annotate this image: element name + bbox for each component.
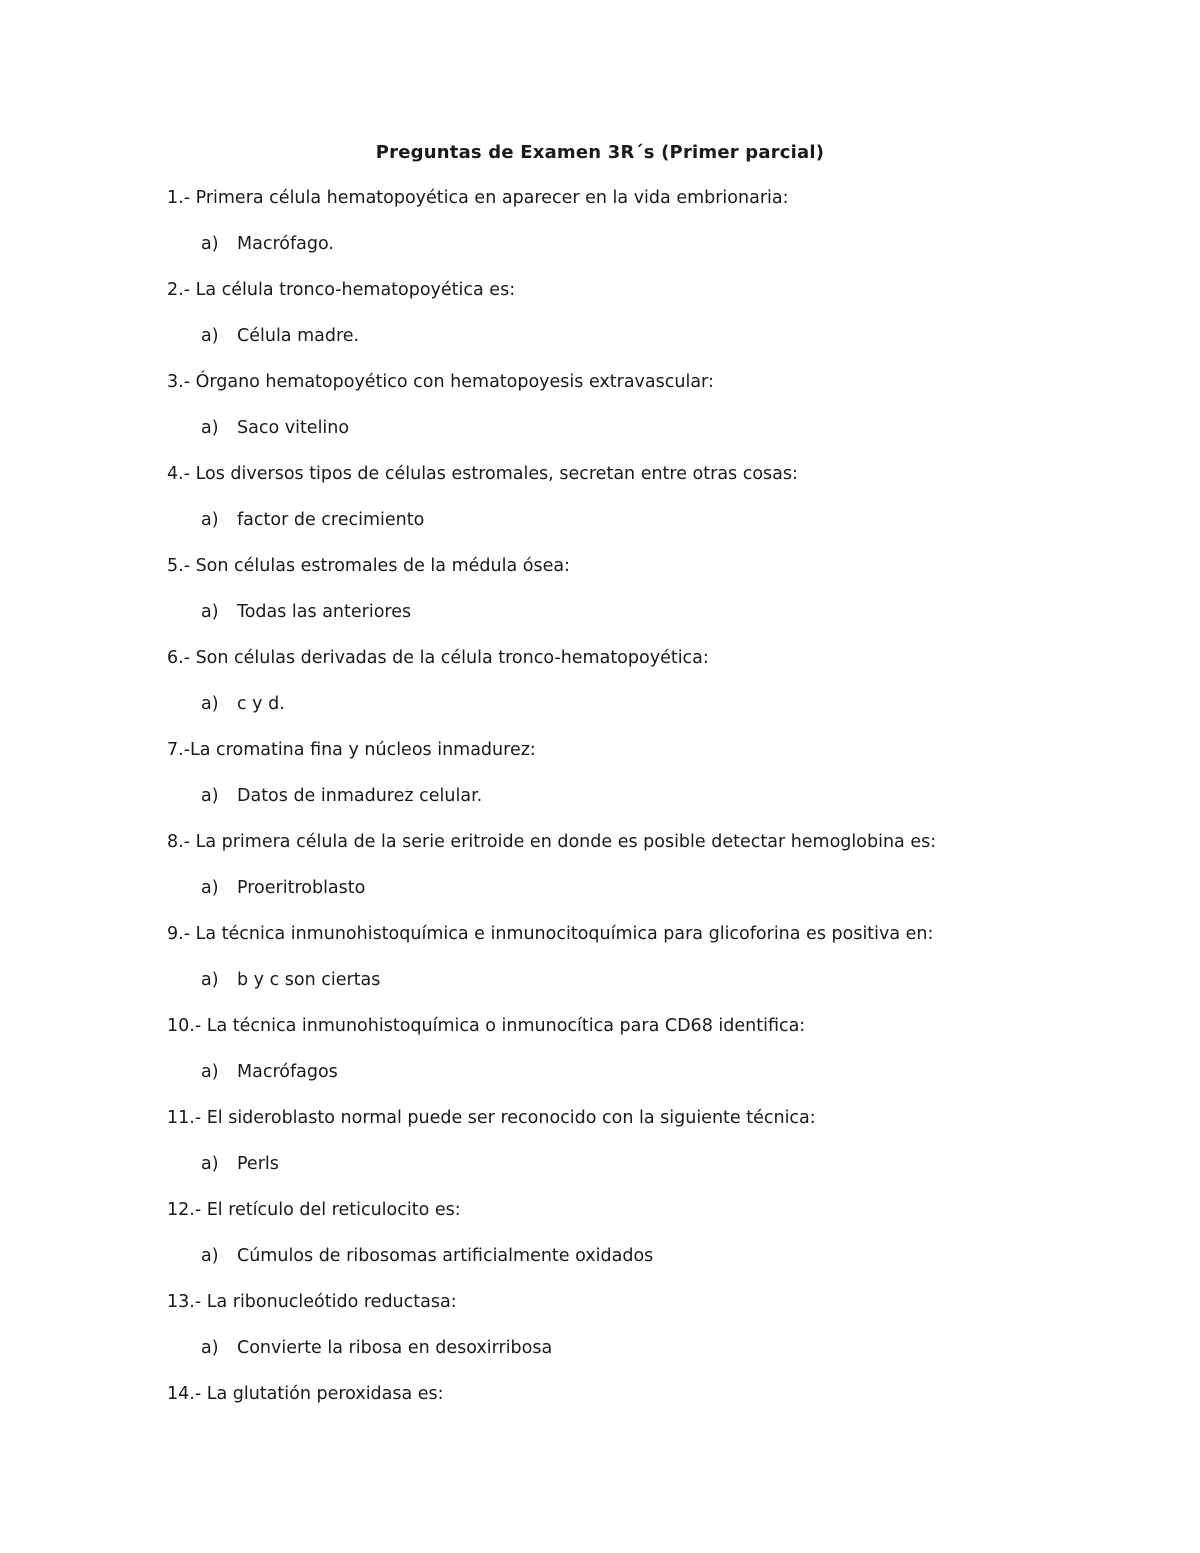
question-text [167,371,714,393]
answer-letter: a) [201,418,219,438]
question-item [167,647,1127,739]
answer-option [201,1153,279,1175]
answer-option [201,1061,338,1083]
question-item [167,555,1127,647]
answer-option [201,325,359,347]
answer-text: factor de crecimiento [237,510,425,530]
question-item [167,1199,1127,1291]
question-number: 11.- [167,1108,202,1128]
question-number: 1.- [167,188,191,208]
question-body: La célula tronco-hematopoyética es: [190,280,516,300]
answer-letter: a) [201,602,219,622]
question-text [167,187,789,209]
question-number: 5.- [167,556,191,576]
answer-option [201,693,285,715]
question-text [167,1107,816,1129]
answer-letter: a) [201,694,219,714]
question-text [167,279,515,301]
answer-letter: a) [201,1154,219,1174]
question-item [167,279,1127,371]
question-item [167,739,1127,831]
question-text [167,1015,805,1037]
question-body: Los diversos tipos de células estromales, secretan entre otras cosas: [190,464,798,484]
answer-option [201,601,411,623]
question-body: El sideroblasto normal puede ser reconocido con la siguiente técnica: [201,1108,816,1128]
answer-option [201,509,424,531]
answer-text: Todas las anteriores [237,602,412,622]
question-item [167,1015,1127,1107]
answer-option [201,1337,552,1359]
question-number: 8.- [167,832,191,852]
question-number: 13.- [167,1292,202,1312]
question-text [167,739,536,761]
question-text [167,647,709,669]
answer-option [201,785,482,807]
answer-letter: a) [201,326,219,346]
answer-text: Saco vitelino [237,418,350,438]
question-number: 6.- [167,648,191,668]
question-body: La técnica inmunohistoquímica e inmunocitoquímica para glicoforina es positiva en: [190,924,934,944]
question-item [167,831,1127,923]
question-text [167,1291,457,1313]
answer-text: Célula madre. [237,326,360,346]
question-number: 3.- [167,372,191,392]
question-list [167,187,1127,1475]
answer-option [201,877,365,899]
question-body: Órgano hematopoyético con hematopoyesis extravascular: [190,372,714,392]
answer-letter: a) [201,1062,219,1082]
answer-option [201,233,334,255]
answer-letter: a) [201,1246,219,1266]
question-number: 2.- [167,280,191,300]
answer-option [201,417,349,439]
answer-text: Macrófagos [237,1062,338,1082]
answer-option [201,1245,653,1267]
answer-text: b y c son ciertas [237,970,381,990]
question-body: La ribonucleótido reductasa: [201,1292,457,1312]
question-body: La cromatina fina y núcleos inmadurez: [190,740,536,760]
answer-text: Proeritroblasto [237,878,366,898]
question-number: 7.- [167,740,191,760]
question-item [167,371,1127,463]
answer-letter: a) [201,786,219,806]
question-text [167,831,936,853]
question-item [167,1291,1127,1383]
answer-letter: a) [201,1338,219,1358]
question-item [167,1107,1127,1199]
answer-text: Datos de inmadurez celular. [237,786,483,806]
question-text [167,463,798,485]
answer-text: c y d. [237,694,285,714]
question-number: 4.- [167,464,191,484]
question-body: La técnica inmunohistoquímica o inmunocítica para CD68 identifica: [201,1016,806,1036]
question-item [167,1383,1127,1475]
question-body: La glutatión peroxidasa es: [201,1384,444,1404]
answer-letter: a) [201,970,219,990]
question-body: Primera célula hematopoyética en aparecer en la vida embrionaria: [190,188,789,208]
question-item [167,923,1127,1015]
question-item [167,187,1127,279]
question-number: 9.- [167,924,191,944]
answer-option [201,969,380,991]
question-number: 12.- [167,1200,202,1220]
answer-letter: a) [201,510,219,530]
question-number: 10.- [167,1016,202,1036]
question-text [167,923,933,945]
question-body: El retículo del reticulocito es: [201,1200,461,1220]
answer-text: Macrófago. [237,234,334,254]
document-title: Preguntas de Examen 3R´s (Primer parcial) [375,142,825,163]
answer-text: Cúmulos de ribosomas artificialmente oxidados [237,1246,654,1266]
question-body: La primera célula de la serie eritroide en donde es posible detectar hemoglobina es: [190,832,937,852]
question-body: Son células derivadas de la célula tronco-hematopoyética: [190,648,709,668]
question-text [167,555,570,577]
answer-text: Perls [237,1154,279,1174]
question-text [167,1199,461,1221]
answer-text: Convierte la ribosa en desoxirribosa [237,1338,553,1358]
answer-letter: a) [201,234,219,254]
question-text [167,1383,444,1405]
question-number: 14.- [167,1384,202,1404]
question-item [167,463,1127,555]
question-body: Son células estromales de la médula ósea: [190,556,570,576]
answer-letter: a) [201,878,219,898]
